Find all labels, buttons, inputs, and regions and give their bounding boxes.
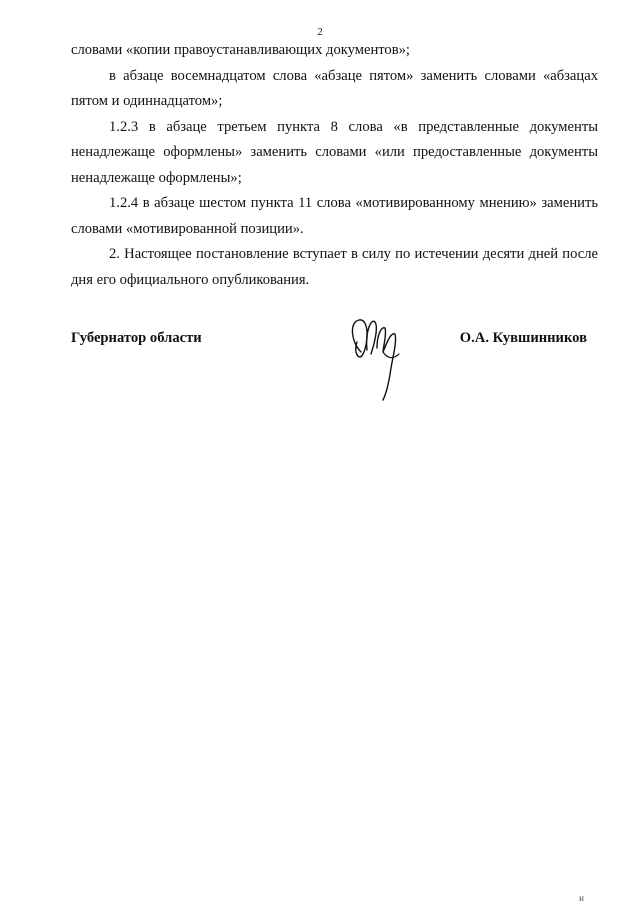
page-number: 2 xyxy=(317,26,323,38)
signature-block xyxy=(71,330,598,410)
paragraph-item-1-2-4: 1.2.4 в абзаце шестом пункта 11 слова «мотивированному мнению» заменить словами «мотивированной позиции». xyxy=(71,195,598,237)
signer-title: Губернатор области xyxy=(71,330,202,346)
paragraph-item-1-2-3: 1.2.3 в абзаце третьем пункта 8 слова «в представленные документы ненадлежаще оформлены» заменить словами «или предоставленные документы ненадлежаще оформлены»; xyxy=(71,118,598,186)
paragraph-amendment-18: в абзаце восемнадцатом слова «абзаце пятом» заменить словами «абзацах пятом и одиннадцатом»; xyxy=(71,67,598,109)
footer-mark: и xyxy=(579,893,584,903)
signer-name: О.А. Кувшинников xyxy=(459,330,587,346)
paragraph-item-2: 2. Настоящее постановление вступает в силу по истечении десяти дней после дня его официального опубликования. xyxy=(71,246,598,288)
document-body xyxy=(71,38,598,293)
paragraph-continuation: словами «копии правоустанавливающих документов»; xyxy=(71,42,410,58)
handwritten-signature-icon xyxy=(343,312,413,402)
